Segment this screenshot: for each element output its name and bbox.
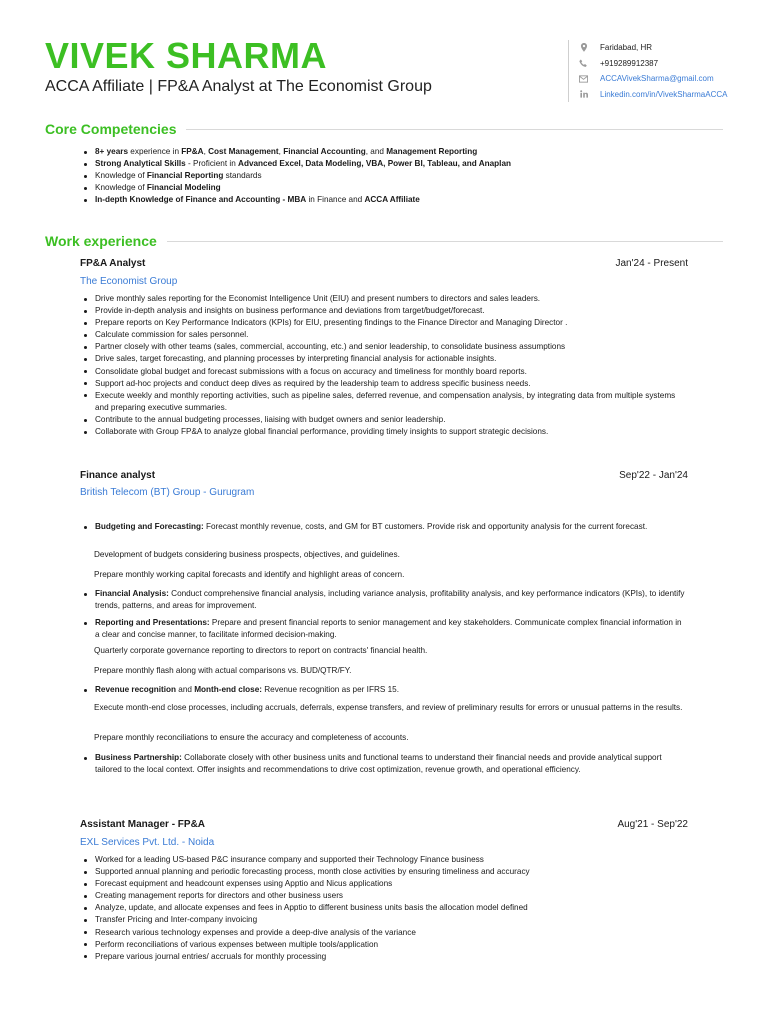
job2-bullet-reporting <box>81 617 686 641</box>
competency-highlight: 8+ years <box>95 147 129 156</box>
job-company: The Economist Group <box>80 276 178 287</box>
list-item: Analyze, update, and allocate expenses and fees in Apptio to different business units basis the allocation model defined <box>81 902 686 914</box>
list-item: Creating management reports for directors and other business users <box>81 890 686 902</box>
competency-highlight: ACCA Affiliate <box>364 195 420 205</box>
competency-highlight: Management Reporting <box>386 147 478 156</box>
competency-text: , <box>203 147 209 156</box>
job2-bullet-financial-analysis <box>81 588 686 612</box>
candidate-name: VIVEK SHARMA <box>45 35 328 76</box>
competency-text: Knowledge of <box>95 171 147 181</box>
list-item <box>81 684 686 696</box>
contact-block <box>568 40 768 102</box>
bullet-label: Month-end close: <box>194 685 262 694</box>
sub-paragraph: Prepare monthly flash along with actual comparisons vs. BUD/QTR/FY. <box>94 666 352 675</box>
competency-highlight: Cost Management <box>208 147 279 156</box>
competency-item <box>81 170 721 182</box>
phone-text: +919289912387 <box>600 58 659 68</box>
bullet-label: Budgeting and Forecasting: <box>95 522 204 531</box>
job-date: Sep'22 - Jan'24 <box>619 470 688 481</box>
bullet-text: Collaborate closely with other business units and functional teams to understand their financial needs and provide analytical support tailored to the local context. Offer insights and recommendations to drive cost optimization, revenue growth, and operational efficiency. <box>95 753 662 775</box>
linkedin-icon <box>579 90 588 99</box>
list-item: Supported annual planning and periodic forecasting process, month close activities by ensuring timeliness and accuracy <box>81 866 686 878</box>
contact-location <box>579 40 768 56</box>
headline: ACCA Affiliate | FP&A Analyst at The Economist Group <box>45 78 432 95</box>
competency-text: , and <box>365 147 387 156</box>
sub-paragraph: Development of budgets considering business prospects, objectives, and guidelines. <box>94 550 400 559</box>
list-item <box>81 617 686 641</box>
competency-item <box>81 158 721 170</box>
email-icon <box>579 74 588 83</box>
sub-paragraph: Prepare monthly working capital forecasts and identify and highlight areas of concern. <box>94 570 405 579</box>
bullet-text: Revenue recognition as per IFRS 15. <box>261 685 399 694</box>
job3-bullets <box>81 854 686 963</box>
section-title: Core Competencies <box>45 121 177 137</box>
job-title: FP&A Analyst <box>80 258 146 269</box>
competency-text: experience in <box>128 147 182 156</box>
bullet-text: Prepare and present financial reports to senior management and key stakeholders. Communicate complex financial information in a clear and concise manner, to facilitate informed decision-making. <box>95 618 682 640</box>
competency-item <box>81 146 721 158</box>
sub-paragraph: Prepare monthly reconciliations to ensure the accuracy and completeness of accounts. <box>94 733 409 742</box>
section-core-competencies <box>45 121 723 137</box>
job1-bullets <box>81 293 686 438</box>
job2-bullet-revenue <box>81 684 686 696</box>
contact-linkedin[interactable] <box>579 87 768 103</box>
bullet-text: Forecast monthly revenue, costs, and GM for BT customers. Provide risk and opportunity analysis for the current forecast. <box>203 522 648 531</box>
competency-text: in Finance and <box>306 195 365 205</box>
list-item: Research various technology expenses and provide a deep-dive analysis of the variance <box>81 927 686 939</box>
list-item: Forecast equipment and headcount expenses using Apptio and Nicus applications <box>81 878 686 890</box>
competency-text: standards <box>223 171 262 181</box>
section-divider <box>186 129 723 130</box>
list-item: Perform reconciliations of various expenses between multiple tools/application <box>81 939 686 951</box>
section-work-experience <box>45 233 723 249</box>
bullet-text: and <box>175 685 195 694</box>
bullet-label: Revenue recognition <box>95 685 176 694</box>
bullet-label: Financial Analysis: <box>95 589 169 598</box>
sub-paragraph: Execute month-end close processes, including accruals, deferrals, expense transfers, and review of preliminary results for errors or unusual patterns in the results. <box>94 703 683 712</box>
competency-item <box>81 182 721 194</box>
list-item: Support ad-hoc projects and conduct deep dives as required by the leadership team to address specific business needs. <box>81 378 686 390</box>
list-item: Provide in-depth analysis and insights on business performance and deviations from target/budget/forecast. <box>81 305 686 317</box>
contact-email[interactable] <box>579 71 768 87</box>
list-item <box>81 752 686 776</box>
competency-highlight: Advanced Excel, Data Modeling, VBA, Power BI, Tableau, and Anaplan <box>238 159 512 169</box>
list-item: Drive monthly sales reporting for the Economist Intelligence Unit (EIU) and present numbers to directors and sales leaders. <box>81 293 686 305</box>
job-company: British Telecom (BT) Group - Gurugram <box>80 487 255 498</box>
list-item: Execute weekly and monthly reporting activities, such as pipeline sales, deferred revenue, and compensation analysis, by integrating data from multiple systems and preparing executive summaries. <box>81 390 686 414</box>
list-item: Transfer Pricing and Inter-company invoicing <box>81 914 686 926</box>
list-item <box>81 588 686 612</box>
linkedin-link[interactable]: Linkedin.com/in/VivekSharmaACCA <box>600 89 728 99</box>
list-item: Prepare various journal entries/ accruals for monthly processing <box>81 951 686 963</box>
job2-bullet-partnership <box>81 752 686 776</box>
list-item: Worked for a leading US-based P&C insurance company and supported their Technology Finance business <box>81 854 686 866</box>
section-title: Work experience <box>45 233 157 249</box>
competency-text: - Proficient in <box>185 159 239 169</box>
section-divider <box>167 241 723 242</box>
location-text: Faridabad, HR <box>600 43 653 53</box>
competency-highlight: FP&A <box>181 147 204 156</box>
competency-text: , <box>278 147 284 156</box>
competency-highlight: Financial Modeling <box>146 183 221 193</box>
list-item: Calculate commission for sales personnel. <box>81 329 686 341</box>
job-date: Jan'24 - Present <box>615 258 688 269</box>
job-title: Finance analyst <box>80 470 156 481</box>
competency-highlight: Financial Accounting <box>283 147 366 156</box>
competency-text: Knowledge of <box>95 183 147 193</box>
bullet-label: Reporting and Presentations: <box>95 618 210 627</box>
competency-highlight: In-depth Knowledge of Finance and Accounting - MBA <box>95 195 307 205</box>
bullet-text: Conduct comprehensive financial analysis, including variance analysis, profitability analysis, and key performance indicators (KPIs), to identify trends, patterns, and areas for improvement. <box>95 589 685 611</box>
list-item: Prepare reports on Key Performance Indicators (KPIs) for EIU, presenting findings to the Finance Director and Managing Director . <box>81 317 686 329</box>
competency-highlight: Financial Reporting <box>146 171 224 181</box>
list-item: Drive sales, target forecasting, and planning processes by interpreting financial analysis for actionable insights. <box>81 353 686 365</box>
competency-highlight: Strong Analytical Skills <box>95 159 186 169</box>
list-item: Partner closely with other teams (sales, commercial, accounting, etc.) and senior leadership, to consolidate business assumptions <box>81 341 686 353</box>
phone-icon <box>579 59 588 68</box>
email-link[interactable]: ACCAVivekSharma@gmail.com <box>600 74 714 84</box>
competencies-list <box>81 146 721 206</box>
list-item: Consolidate global budget and forecast submissions with a focus on accuracy and timeliness for monthly board reports. <box>81 366 686 378</box>
list-item <box>81 521 686 533</box>
contact-phone <box>579 56 768 72</box>
job-company: EXL Services Pvt. Ltd. - Noida <box>80 837 215 848</box>
bullet-label: Business Partnership: <box>95 753 182 762</box>
list-item: Collaborate with Group FP&A to analyze global financial performance, providing timely insights to support strategic decisions. <box>81 426 686 438</box>
job2-bullet-budgeting <box>81 521 686 533</box>
sub-paragraph: Quarterly corporate governance reporting to directors to report on contracts' financial health. <box>94 646 428 655</box>
map-pin-icon <box>579 43 588 52</box>
competency-item <box>81 194 721 206</box>
job-date: Aug'21 - Sep'22 <box>617 819 688 830</box>
list-item: Contribute to the annual budgeting processes, liaising with budget owners and senior leadership. <box>81 414 686 426</box>
job-title: Assistant Manager - FP&A <box>80 819 206 830</box>
